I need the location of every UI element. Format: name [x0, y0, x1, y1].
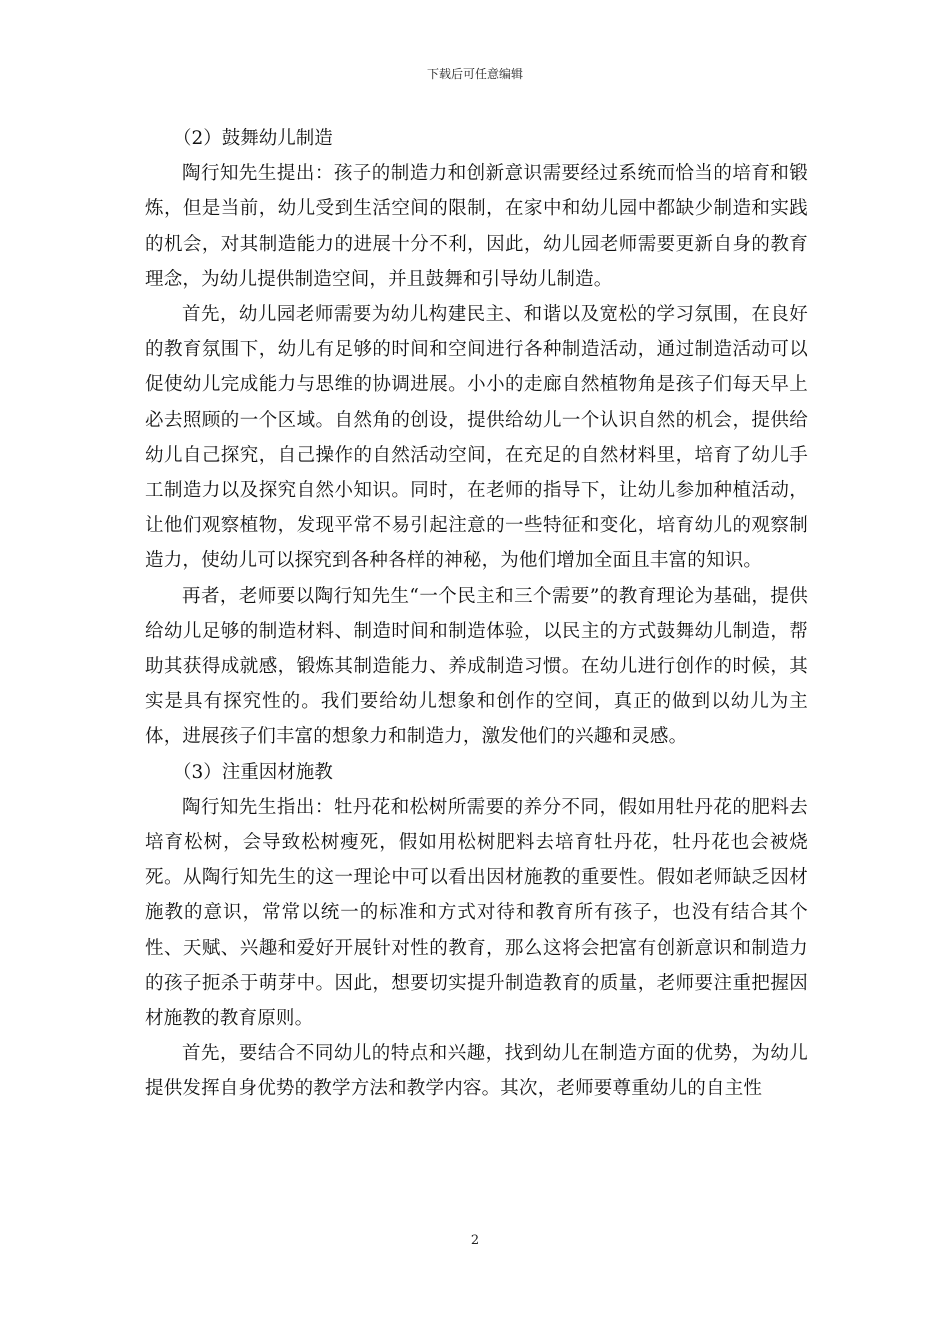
page-number: 2: [470, 1233, 480, 1248]
paragraph: 陶行知先生指出：牡丹花和松树所需要的养分不同，假如用牡丹花的肥料去培育松树，会导致松树瘦死，假如用松树肥料去培育牡丹花，牡丹花也会被烧死。从陶行知先生的这一理论中可以看出因材施教的重要性。假如老师缺乏因材施教的意识，常常以统一的标准和方式对待和教育所有孩子，也没有结合其个性、天赋、兴趣和爱好开展针对性的教育，那么这将会把富有创新意识和制造力的孩子扼杀于萌芽中。因此，想要切实提升制造教育的质量，老师要注重把握因材施教的教育原则。: [145, 796, 808, 1030]
page-header: 下载后可任意编辑: [426, 67, 523, 81]
section-heading-2: （2）鼓舞幼儿制造: [173, 128, 333, 149]
section-heading-3: （3）注重因材施教: [173, 761, 333, 783]
paragraph: 首先，要结合不同幼儿的特点和兴趣，找到幼儿在制造方面的优势，为幼儿提供发挥自身优势的教学方法和教学内容。其次，老师要尊重幼儿的自主性: [145, 1043, 808, 1100]
paragraph: 首先，幼儿园老师需要为幼儿构建民主、和谐以及宽松的学习氛围，在良好的教育氛围下，幼儿有足够的时间和空间进行各种制造活动，通过制造活动可以促使幼儿完成能力与思维的协调进展。小小的走廊自然植物角是孩子们每天早上必去照顾的一个区域。自然角的创设，提供给幼儿一个认识自然的机会，提供给幼儿自己探究，自己操作的自然活动空间，在充足的自然材料里，培育了幼儿手工制造力以及探究自然小知识。同时，在老师的指导下，让幼儿参加种植活动，让他们观察植物，发现平常不易引起注意的一些特征和变化，培育幼儿的观察制造力，使幼儿可以探究到各种各样的神秘，为他们增加全面且丰富的知识。: [145, 304, 808, 572]
document-body: [145, 121, 808, 1107]
paragraph: 再者，老师要以陶行知先生“一个民主和三个需要”的教育理论为基础，提供给幼儿足够的制造材料、制造时间和制造体验，以民主的方式鼓舞幼儿制造，帮助其获得成就感，锻炼其制造能力、养成制造习惯。在幼儿进行创作的时候，其实是具有探究性的。我们要给幼儿想象和创作的空间，真正的做到以幼儿为主体，进展孩子们丰富的想象力和制造力，激发他们的兴趣和灵感。: [145, 585, 808, 748]
paragraph: 陶行知先生提出：孩子的制造力和创新意识需要经过系统而恰当的培育和锻炼，但是当前，幼儿受到生活空间的限制，在家中和幼儿园中都缺少制造和实践的机会，对其制造能力的进展十分不利，因此，幼儿园老师需要更新自身的教育理念，为幼儿提供制造空间，并且鼓舞和引导幼儿制造。: [145, 163, 808, 290]
